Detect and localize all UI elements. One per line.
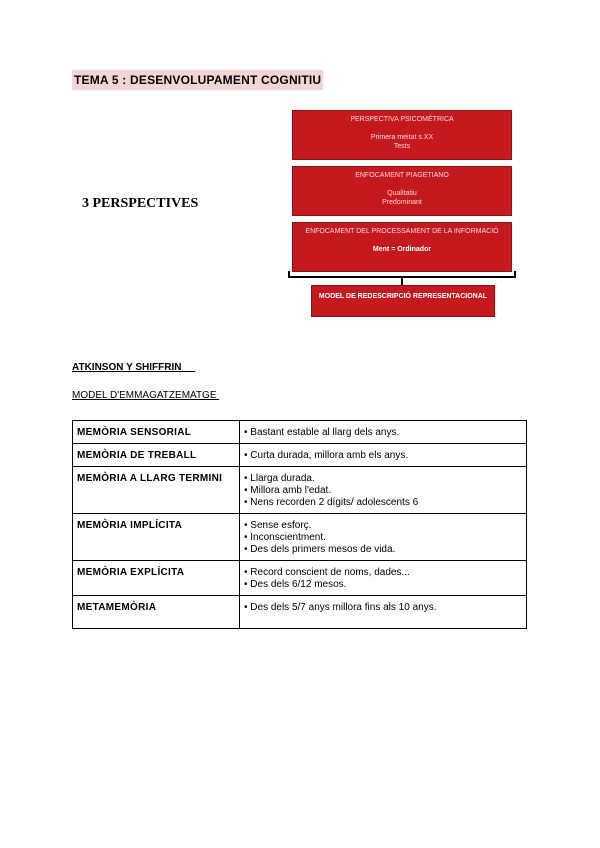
table-row xyxy=(73,514,527,561)
bullet-item: • Des dels 6/12 mesos. xyxy=(244,579,347,590)
section-heading: ATKINSON Y SHIFFRIN xyxy=(72,362,196,373)
memory-term: MEMÒRIA SENSORIAL xyxy=(73,421,240,444)
bracket-left xyxy=(288,271,290,278)
memory-description xyxy=(240,596,527,629)
memory-term: MEMÒRIA A LLARG TERMINI xyxy=(73,467,240,514)
bullet-item: • Millora amb l'edat. xyxy=(244,485,332,496)
memory-term: MEMÒRIA EXPLÍCITA xyxy=(73,561,240,596)
bullet-item: • Des dels 5/7 anys millora fins als 10 anys. xyxy=(244,602,437,613)
psychometric-box xyxy=(292,110,512,160)
box-heading: ENFOCAMENT DEL PROCESSAMENT DE LA INFORMACIÓ xyxy=(305,228,499,235)
information-processing-box xyxy=(292,222,512,272)
memory-term: METAMEMÒRIA xyxy=(73,596,240,629)
memory-description xyxy=(240,444,527,467)
box-line: Qualitatiu xyxy=(387,190,417,197)
bullet-item: • Inconscientment. xyxy=(244,532,326,543)
box-line: Primera meitat s.XX xyxy=(370,134,434,141)
table-row xyxy=(73,444,527,467)
table-row xyxy=(73,596,527,629)
box-heading: PERSPECTIVA PSICOMÈTRICA xyxy=(350,116,454,123)
bullet-item: • Llarga durada. xyxy=(244,473,315,484)
bracket-stem xyxy=(401,277,403,285)
memory-term: MEMÒRIA IMPLÍCITA xyxy=(73,514,240,561)
table-row xyxy=(73,467,527,514)
piagetian-box xyxy=(292,166,512,216)
box-line: Ment = Ordinador xyxy=(372,246,432,253)
bullet-item: • Curta durada, millora amb els anys. xyxy=(244,450,409,461)
memory-description xyxy=(240,561,527,596)
box-line: Predominant xyxy=(382,199,422,206)
table-row xyxy=(73,421,527,444)
redescription-model-box xyxy=(311,285,495,317)
memory-table xyxy=(72,420,527,629)
box-heading: ENFOCAMENT PIAGETIANO xyxy=(355,172,449,179)
memory-term: MEMÒRIA DE TREBALL xyxy=(73,444,240,467)
bullet-item: • Bastant estable al llarg dels anys. xyxy=(244,427,400,438)
bullet-item: • Sense esforç. xyxy=(244,520,312,531)
bullet-item: • Record conscient de noms, dades... xyxy=(244,567,410,578)
table-row xyxy=(73,561,527,596)
perspectives-label: 3 PERSPECTIVES xyxy=(82,196,199,211)
bullet-item: • Des dels primers mesos de vida. xyxy=(244,544,396,555)
box-line: Tests xyxy=(393,143,411,150)
memory-description xyxy=(240,467,527,514)
memory-description xyxy=(240,421,527,444)
page-title: TEMA 5 : DESENVOLUPAMENT COGNITIU xyxy=(72,70,323,90)
box-heading: MODEL DE REDESCRIPCIÓ REPRESENTACIONAL xyxy=(318,293,488,300)
memory-description xyxy=(240,514,527,561)
subheading: MODEL D'EMMAGATZEMATGE xyxy=(72,390,220,401)
bracket-right xyxy=(514,271,516,278)
bullet-item: • Nens recorden 2 dígits/ adolescents 6 xyxy=(244,497,419,508)
